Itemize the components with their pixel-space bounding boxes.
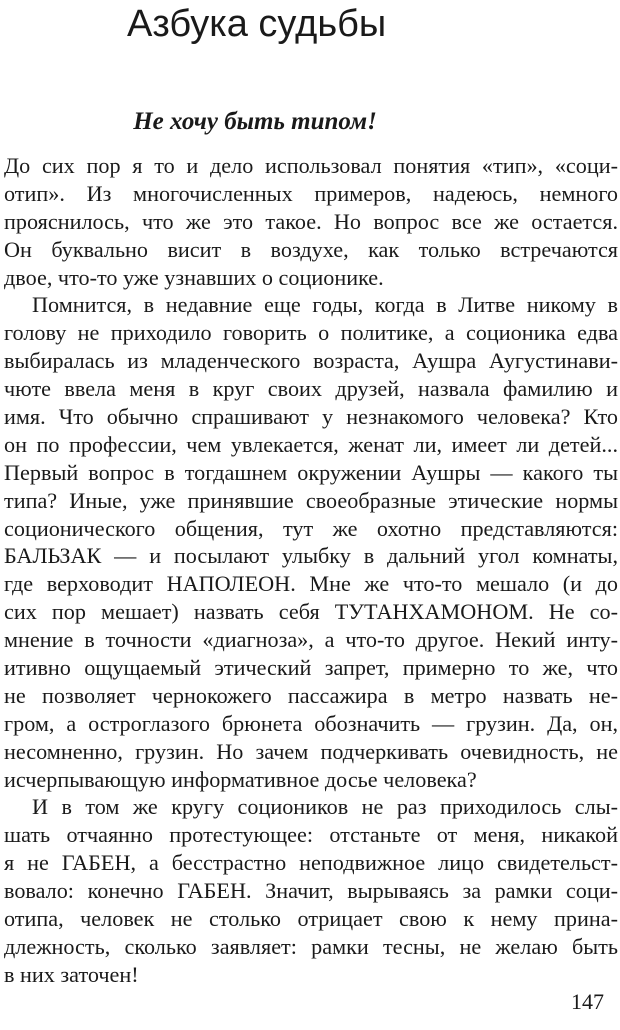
text-line: он по профессии, чем увлекается, женат ли, имеет ли детей... [4, 431, 618, 457]
text-line: Помнится, в недавние еще годы, когда в Литве никому в [32, 292, 618, 318]
text-line: Первый вопрос в тогдашнем окружении Аушры — какого ты [4, 459, 618, 485]
text-line: мнение в точности «диагноза», а что-то другое. Некий инту- [4, 627, 618, 653]
paragraph [4, 152, 618, 291]
text-line: соционического общения, тут же охотно представляются: [4, 515, 618, 541]
text-line: отипа, человек не столько отрицает свою к нему прина- [4, 906, 618, 932]
text-line: типа? Иные, уже принявшие своеобразные этические нормы [4, 487, 618, 513]
text-line: выбиралась из младенческого возраста, Аушра Аугустинави- [4, 348, 618, 374]
text-line: имя. Что обычно спрашивают у незнакомого человека? Кто [4, 404, 618, 430]
text-line: итивно ощущаемый этический запрет, примерно то же, что [4, 655, 618, 681]
text-line: я не ГАБЕН, а бесстрастно неподвижное лицо свидетельст- [4, 850, 618, 876]
text-line: прояснилось, что же это такое. Но вопрос все же остается. [4, 208, 618, 234]
text-line: И в том же кругу социоников не раз приходилось слы- [32, 794, 618, 820]
body-text [4, 152, 618, 989]
text-line: сих пор мешает) назвать себя ТУТАНХАМОНОМ. Не со- [4, 599, 618, 625]
text-line: БАЛЬЗАК — и посылают улыбку в дальний угол комнаты, [4, 543, 618, 569]
text-line: длежность, сколько заявляет: рамки тесны, не желаю быть [4, 933, 618, 959]
text-line: гром, а остроглазого брюнета обозначить — грузин. Да, он, [4, 710, 618, 736]
text-line: отип». Из многочисленных примеров, надеюсь, немного [4, 180, 618, 206]
page-number: 147 [571, 989, 604, 1014]
text-line: где верховодит НАПОЛЕОН. Мне же что-то мешало (и до [4, 571, 618, 597]
text-line: в них заточен! [4, 961, 139, 987]
text-line: шать отчаянно протестующее: отстаньте от меня, никакой [4, 822, 618, 848]
text-line: вовало: конечно ГАБЕН. Значит, вырываясь за рамки соци- [4, 878, 618, 904]
paragraph [4, 793, 618, 988]
paragraph [4, 291, 618, 793]
text-line: не позволяет чернокожего пассажира в метро назвать не- [4, 682, 618, 708]
text-line: голову не приходило говорить о политике, а соционика едва [4, 320, 618, 346]
text-line: чюте ввела меня в круг своих друзей, назвала фамилию и [4, 376, 618, 402]
text-line: исчерпывающую информативное досье человека? [4, 766, 477, 792]
running-head-title: Азбука судьбы [127, 3, 387, 45]
section-title: Не хочу быть типом! [133, 108, 377, 135]
text-line: несомненно, грузин. Но зачем подчеркивать очевидность, не [4, 738, 618, 764]
text-line: двое, что-то уже узнавших о соционике. [4, 264, 384, 290]
text-line: До сих пор я то и дело использовал понятия «тип», «соци- [4, 153, 618, 178]
text-line: Он буквально висит в воздухе, как только встречаются [4, 236, 618, 262]
